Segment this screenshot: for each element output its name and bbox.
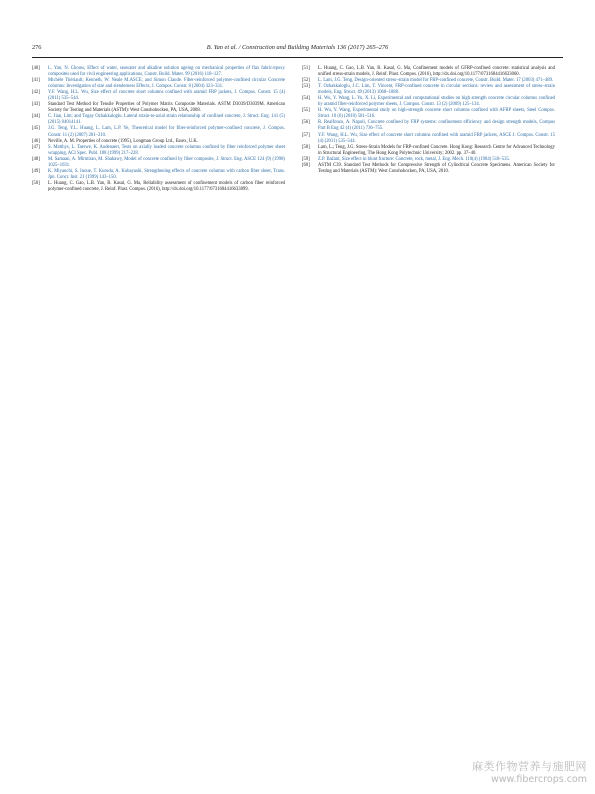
reference-number: [50] (32, 180, 40, 186)
reference-number: [49] (32, 168, 40, 174)
reference-number: [52] (302, 78, 310, 84)
reference-number: [57] (302, 132, 310, 138)
reference-item (32, 169, 285, 181)
reference-item (32, 102, 285, 114)
reference-item (302, 96, 555, 108)
reference-item (32, 114, 285, 126)
reference-text[interactable]: R. Realfonzo, A. Napoli, Concrete confined by FRP systems: confinement efficiency and design strength models, Compos Part B Eng 42 (4) (2011) 736–755. (318, 120, 555, 132)
reference-number: [55] (302, 108, 310, 114)
reference-number: [44] (32, 114, 40, 120)
reference-item (302, 163, 555, 175)
reference-number: [45] (32, 126, 40, 132)
reference-text[interactable]: Y.F. Wang, H.L. Wu, Size effect of concrete short columns confined with aramid FRP jackets, J. Compos. Constr. 15 (4) (2011) 535–544. (48, 90, 285, 102)
reference-item (32, 66, 285, 78)
reference-item (302, 108, 555, 120)
reference-number: [53] (302, 84, 310, 90)
reference-number: [43] (32, 102, 40, 108)
reference-text: Neville, A. M. Properties of concrete (1995), Longman Group Ltd., Essex, U.K. (48, 138, 198, 144)
reference-number: [42] (32, 90, 40, 96)
reference-item (302, 120, 555, 132)
reference-item (32, 90, 285, 102)
reference-text[interactable]: L. Yan, N. Chouw, Effect of water, seawater and alkaline solution ageing on mechanical properties of flax fabric/epoxy composites used for civil engineering applications, Constr. Build. Mater. 99 (2016) 118–127. (48, 66, 285, 78)
reference-text: Lam, L.; Teng, J.G. Stress-Strain Models for FRP-confined Concrete. Hong Kong: Research Centre for Advanced Technology in Structural Engineering, The Hong Kong Polytechnic University; 2002. pp. 37–40. (318, 144, 555, 156)
reference-number: [48] (32, 156, 40, 162)
watermark (472, 758, 587, 785)
reference-text[interactable]: L. Lam, J.G. Teng, Design-oriented stress–strain model for FRP-confined concrete, Constr. Build. Mater. 17 (2003) 471–489. (318, 78, 554, 84)
reference-item (302, 145, 555, 157)
reference-text[interactable]: S. Matthys, L. Taerwe, K. Audenaert, Tests on axially loaded concrete columns confined by fiber reinforced polymer sheet wrapping, ACI Spec. Publ. 188 (1999) 217–228. (48, 144, 285, 156)
reference-number: [46] (32, 138, 40, 144)
reference-text[interactable]: K. Miyauchi, S. Inoue, T. Kuroda, A. Kobayashi, Strengthening effects of concrete columns with carbon fiber sheet, Trans. Jpn. Concr. Inst. 21 (1999) 143–150. (48, 168, 285, 180)
reference-item (302, 133, 555, 145)
reference-text[interactable]: H. Wu, Y. Wang, L. Yu, X. Li, Experimental and computational studies on high strength concrete circular columns confined by aramid fiber-reinforced polymer sheets, J. Compos. Constr. 13 (2) (2009) 125–134. (318, 96, 555, 108)
reference-item (32, 78, 285, 90)
reference-text[interactable]: T. Ozbakkaloglu, J.C. Lim, T. Vincent, FRP-confined concrete in circular sections: review and assessment of stress–strain models, Eng. Struct. 49 (2013) 1068–1088. (318, 84, 555, 96)
reference-text: Standard Test Method for Tensile Properties of Polymer Matrix Composite Materials. ASTM D3039/D3039M. American Society for Testing and Materials (ASTM): West Conshohocken, PA, USA, 2008. (48, 102, 285, 114)
reference-item (32, 181, 285, 193)
header-rule (32, 57, 563, 58)
reference-number: [58] (302, 144, 310, 150)
reference-number: [54] (302, 96, 310, 102)
reference-text: ASTM C39. Standard Test Methods for Compressive Strength of Cylindrical Concrete Specimens. American Society for Testing and Materials (ASTM): West Conshohocken, PA, USA, 2010. (318, 162, 555, 174)
references-left-column (32, 66, 285, 193)
reference-number: [60] (302, 162, 310, 168)
watermark-url: www.fibercrops.com (490, 774, 587, 785)
reference-number: [47] (32, 144, 40, 150)
reference-number: [41] (32, 78, 40, 84)
page-header (32, 44, 563, 56)
reference-item (32, 157, 285, 169)
reference-text[interactable]: M. Samaan, A. Mirmiran, M. Shahawy, Model of concrete confined by fiber composite, J. Struct. Eng. ASCE 124 (9) (1998) 1025–1031. (48, 156, 285, 168)
references-right-column (302, 66, 555, 175)
reference-text[interactable]: H. Wu, Y. Wang, Experimental study on high-strength concrete short columns confined with AFRP sheets, Steel Compos. Struct. 10 (6) (2010) 501–516. (318, 108, 555, 120)
reference-item (302, 84, 555, 96)
reference-text: L. Huang, C. Gao, L.B. Yan, B. Kasal, G. Ma, Confinement models of GFRP-confined concrete: statistical analysis and unified stress-strain models, J. Reinf. Plast. Compos. (2016), http://dx.doi.org/10.1177/0731684416633060. (318, 66, 555, 78)
reference-number: [59] (302, 156, 310, 162)
reference-text[interactable]: Michèle Thériault; Kenneth, W. Neale M.ASCE; and Simon Claude. Fiber-reinforced polymer-confined circular Concrete columns: Investigation of size and slenderness Effects, J. Compos. Constr. 8 (2004) 323–331. (48, 78, 285, 90)
reference-item (302, 66, 555, 78)
reference-text[interactable]: Y.F. Wang, H.L. Wu, Size effect of concrete short columns confined with aramid FRP jackets, ASCE J. Compos. Constr. 15 (4) (2011) 535–544. (318, 132, 555, 144)
reference-number: [56] (302, 120, 310, 126)
reference-item (32, 145, 285, 157)
reference-text: L. Huang, C. Gao, L.B. Yan, B. Kasal, G. Ma, Reliability assessment of confinement models of carbon fiber reinforced polymer-confined concrete, J. Reinf. Plast. Compos. (2016), http://dx.doi.org/10.1177/0731684416633899. (48, 180, 285, 192)
reference-item (32, 126, 285, 138)
running-head: B. Yan et al. / Construction and Building Materials 136 (2017) 265–276 (206, 44, 389, 51)
reference-text[interactable]: J.G. Teng, Y.L. Huang, L. Lam, L.P. Ye, Theoretical model for fiber-reinforced polymer-confined concrete, J. Compos. Constr. 11 (2) (2007) 201–210. (48, 126, 285, 138)
page-number: 276 (32, 44, 42, 51)
reference-number: [40] (32, 66, 40, 71)
watermark-chinese: 麻类作物营养与施肥网 (472, 760, 587, 773)
reference-text[interactable]: C. Jian, Lim; and Togay Ozbakkaloglu. Lateral strain-to-axial strain relationship of confined concrete, J. Struct. Eng. 141 (5) (2015) 04014141. (48, 114, 285, 126)
reference-number: [51] (302, 66, 310, 71)
reference-text[interactable]: Z.P. Bažant, Size effect in blunt fracture: Concrete, rock, metal, J. Eng. Mech. 110(4) (1984) 518–535. (318, 156, 511, 162)
